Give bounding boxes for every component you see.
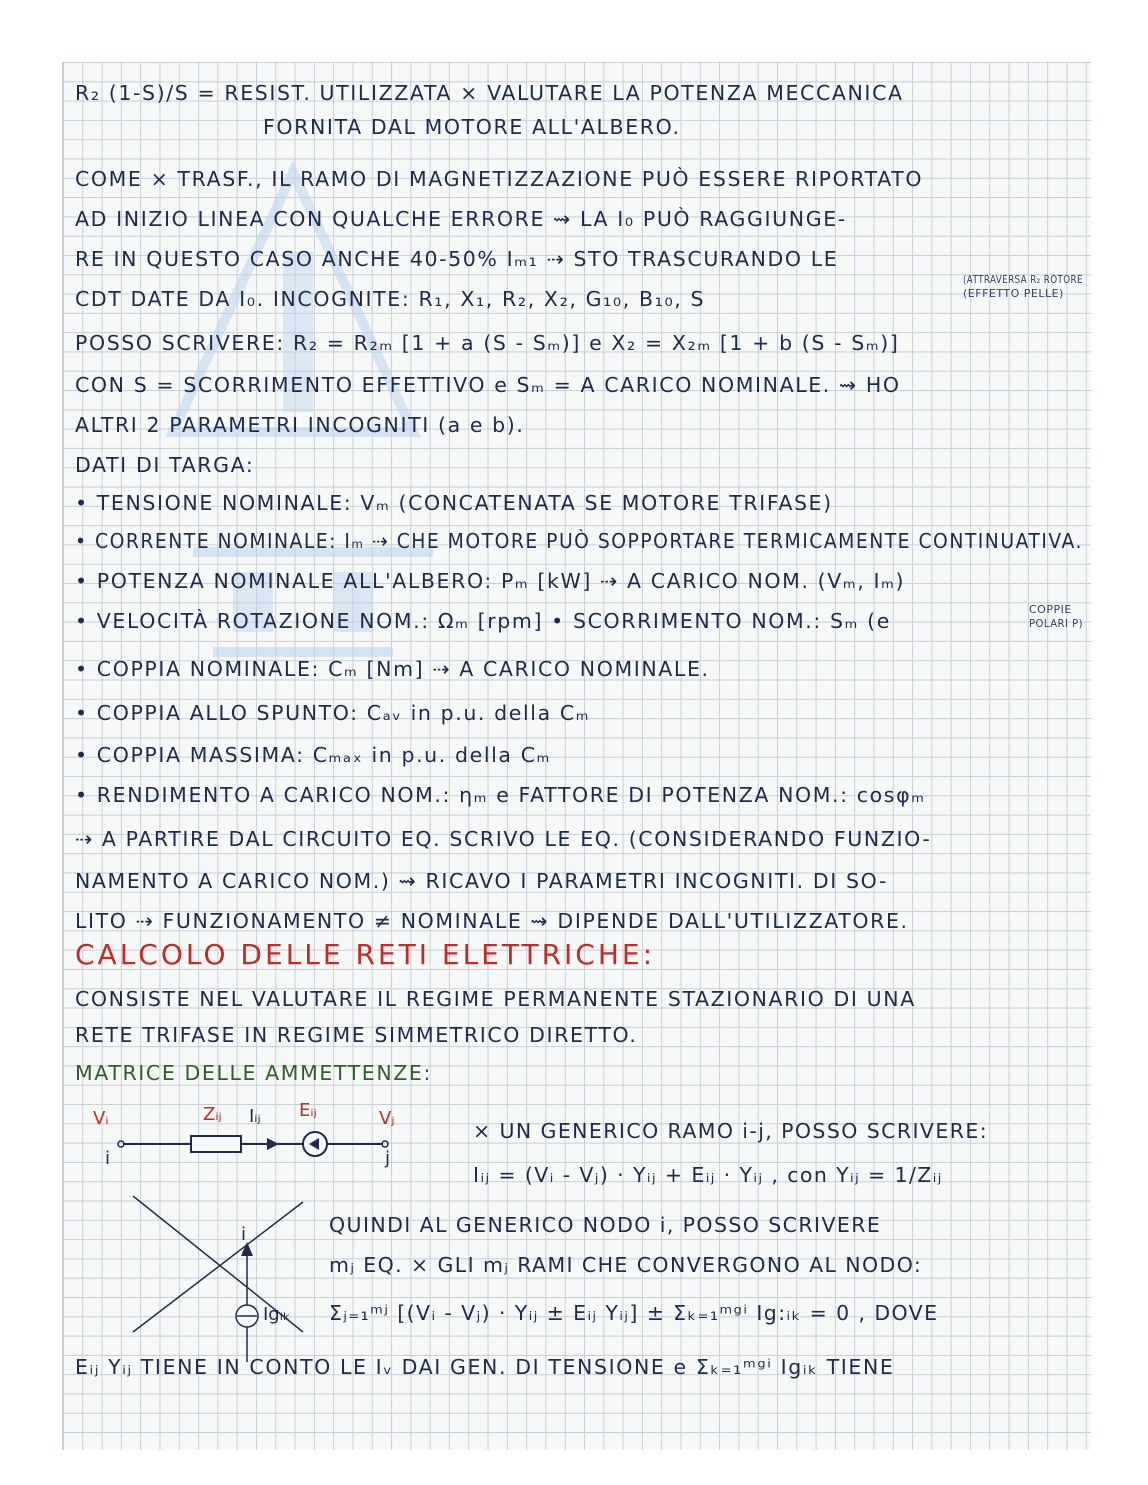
text-side-4: mⱼ EQ. × GLI mⱼ RAMI CHE CONVERGONO AL NODO: [329,1253,923,1277]
text-side-1: × UN GENERICO RAMO i-j, POSSO SCRIVERE: [473,1119,988,1143]
text-line-8: CON S = SCORRIMENTO EFFETTIVO e Sₘ = A CARICO NOMINALE. ⇝ HO [75,373,901,397]
label-node-j: j [385,1148,391,1169]
text-note-14b: POLARI P) [1029,617,1083,630]
text-side-3: QUINDI AL GENERICO NODO i, POSSO SCRIVERE [329,1213,882,1237]
bullet-velocita: • VELOCITÀ ROTAZIONE NOM.: Ωₘ [rpm] • SCORRIMENTO NOM.: Sₘ (e [75,609,891,633]
text-line-5: RE IN QUESTO CASO ANCHE 40-50% Iₘ₁ ⇢ STO TRASCURANDO LE [75,247,839,271]
text-line-21: LITO ⇢ FUNZIONAMENTO ≠ NOMINALE ⇝ DIPENDE DALL'UTILIZZATORE. [75,909,909,933]
text-note-6a: (ATTRAVERSA R₂ ROTORE [963,273,1083,286]
label-eij: Eᵢⱼ [299,1100,317,1121]
bullet-coppia-spunto: • COPPIA ALLO SPUNTO: Cₐᵥ in p.u. della Cₘ [75,701,591,725]
formula-node-equation: Σⱼ₌₁ᵐʲ [(Vᵢ - Vⱼ) · Yᵢⱼ ± Eᵢⱼ Yᵢⱼ] ± Σₖ₌₁ᵐᵍⁱ Ig:ᵢₖ = 0 , DOVE [329,1301,939,1325]
section-heading-matrice: MATRICE DELLE AMMETTENZE: [75,1061,432,1085]
node-diagram [123,1182,313,1372]
text-line-23: CONSISTE NEL VALUTARE IL REGIME PERMANENTE STAZIONARIO DI UNA [75,987,916,1011]
label-vj: Vⱼ [379,1108,395,1129]
label-node: i [241,1224,247,1245]
label-node-i: i [105,1148,111,1169]
text-line-last: Eᵢⱼ Yᵢⱼ TIENE IN CONTO LE Iᵥ DAI GEN. DI TENSIONE e Σₖ₌₁ᵐᵍⁱ Igᵢₖ TIENE [75,1355,895,1379]
text-line-10: DATI DI TARGA: [75,453,255,477]
text-line-6: CDT DATE DA I₀. INCOGNITE: R₁, X₁, R₂, X₂, G₁₀, B₁₀, S [75,287,706,311]
bullet-corrente: • CORRENTE NOMINALE: Iₘ ⇢ CHE MOTORE PUÒ SOPPORTARE TERMICAMENTE CONTINUATIVA. [75,529,1083,553]
bullet-coppia-massima: • COPPIA MASSIMA: Cₘₐₓ in p.u. della Cₘ [75,743,551,767]
text-line-19: ⇢ A PARTIRE DAL CIRCUITO EQ. SCRIVO LE EQ. (CONSIDERANDO FUNZIO- [75,827,932,851]
current-arrow-icon [267,1138,279,1150]
text-note-6b: (EFFETTO PELLE) [963,287,1064,300]
impedance-resistor [191,1136,241,1152]
formula-branch-current: Iᵢⱼ = (Vᵢ - Vⱼ) · Yᵢⱼ + Eᵢⱼ · Yᵢⱼ , con Yᵢⱼ = 1/Zᵢⱼ [473,1163,943,1187]
text-line-20: NAMENTO A CARICO NOM.) ⇝ RICAVO I PARAMETRI INCOGNITI. DI SO- [75,869,888,893]
text-note-14a: COPPIE [1029,603,1072,616]
text-line-9: ALTRI 2 PARAMETRI INCOGNITI (a e b). [75,413,525,437]
label-iij: Iᵢⱼ [249,1106,261,1127]
section-heading-calcolo: CALCOLO DELLE RETI ELETTRICHE: [75,938,656,971]
text-line-4: AD INIZIO LINEA CON QUALCHE ERRORE ⇝ LA I₀ PUÒ RAGGIUNGE- [75,207,847,231]
text-line-2: FORNITA DAL MOTORE ALL'ALBERO. [263,115,681,139]
text-line-1: R₂ (1-S)/S = RESIST. UTILIZZATA × VALUTARE LA POTENZA MECCANICA [75,81,904,105]
label-generator-current: Igᵢₖ [263,1304,291,1325]
bullet-rendimento: • RENDIMENTO A CARICO NOM.: ηₘ e FATTORE DI POTENZA NOM.: cosφₘ [75,783,926,807]
label-vi: Vᵢ [93,1108,109,1129]
bullet-tensione: • TENSIONE NOMINALE: Vₘ (CONCATENATA SE MOTORE TRIFASE) [75,491,833,515]
bullet-coppia-nominale: • COPPIA NOMINALE: Cₘ [Nm] ⇢ A CARICO NOMINALE. [75,657,710,681]
text-line-24: RETE TRIFASE IN REGIME SIMMETRICO DIRETTO. [75,1023,638,1047]
label-zij: Zᵢⱼ [203,1104,222,1125]
text-line-7: POSSO SCRIVERE: R₂ = R₂ₘ [1 + a (S - Sₘ)] e X₂ = X₂ₘ [1 + b (S - Sₘ)] [75,331,900,355]
bullet-potenza: • POTENZA NOMINALE ALL'ALBERO: Pₘ [kW] ⇢ A CARICO NOM. (Vₘ, Iₘ) [75,569,906,593]
notebook-page [62,62,1091,1450]
text-line-3: COME × TRASF., IL RAMO DI MAGNETIZZAZIONE PUÒ ESSERE RIPORTATO [75,167,924,191]
